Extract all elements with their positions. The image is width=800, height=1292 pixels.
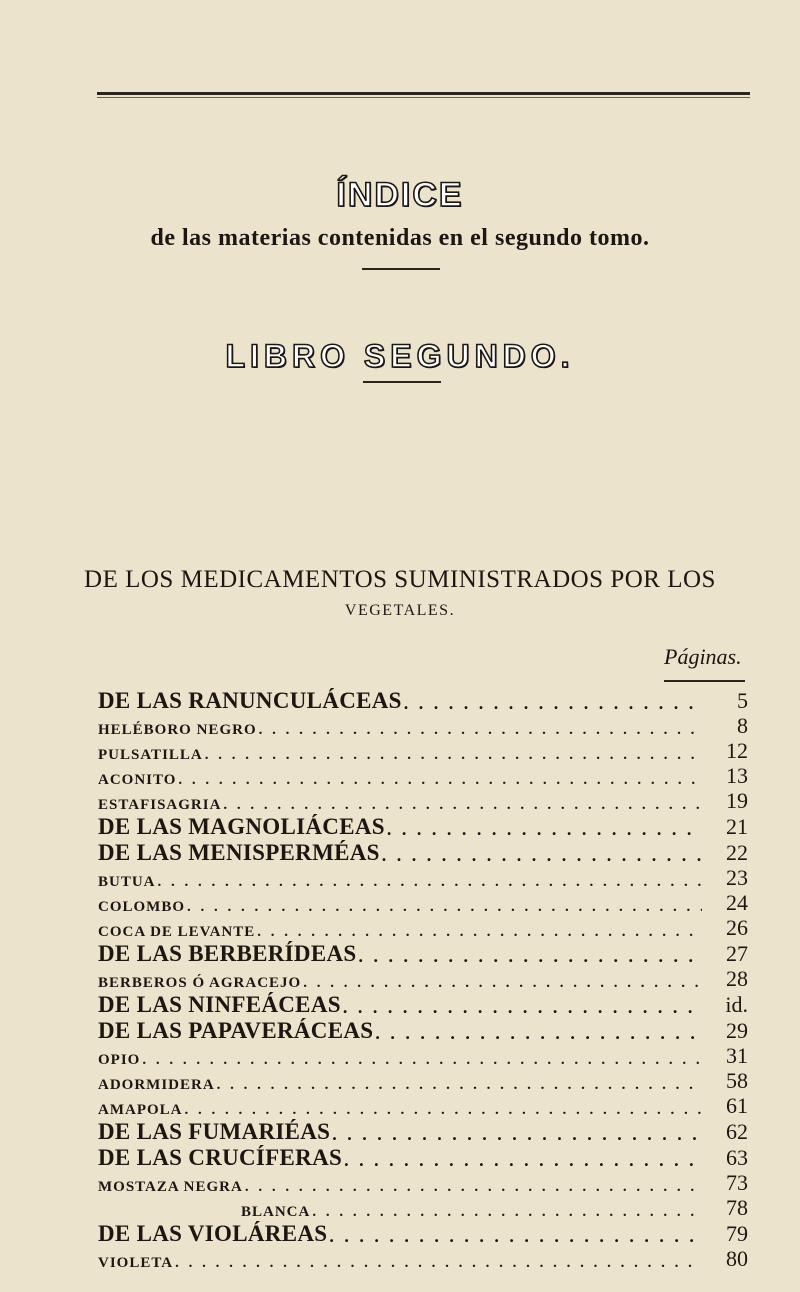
toc-entry-title: DE LAS MAGNOLIÁCEAS bbox=[98, 814, 385, 839]
toc-entry-page: 61 bbox=[726, 1093, 748, 1118]
toc-entry-page: 78 bbox=[726, 1195, 748, 1220]
dot-leader bbox=[382, 845, 702, 866]
toc-entry bbox=[98, 739, 748, 764]
toc-entry-title: AMAPOLA bbox=[98, 1102, 183, 1118]
dot-leader bbox=[303, 975, 702, 992]
dot-leader bbox=[329, 1226, 702, 1247]
toc-entry-page: 23 bbox=[726, 865, 748, 890]
toc-entry-page: 73 bbox=[726, 1170, 748, 1195]
dot-leader bbox=[245, 1179, 702, 1196]
toc-entry-page: 63 bbox=[726, 1145, 748, 1170]
toc-entry-page: 26 bbox=[726, 915, 748, 940]
toc-entry bbox=[98, 1171, 748, 1196]
toc-entry-title: DE LAS CRUCÍFERAS bbox=[98, 1145, 343, 1170]
dot-leader bbox=[223, 797, 702, 814]
toc-entry bbox=[98, 1247, 748, 1272]
toc-entry bbox=[98, 1044, 748, 1069]
toc-entry-title: HELÉBORO NEGRO bbox=[98, 722, 257, 738]
dot-leader bbox=[185, 1102, 703, 1119]
toc-entry-title: BUTUA bbox=[98, 874, 156, 890]
toc-entry-page: 13 bbox=[726, 763, 748, 788]
toc-entry-page: 19 bbox=[726, 788, 748, 813]
toc-entry bbox=[98, 1145, 748, 1171]
toc-entry-title: BERBEROS Ó AGRACEJO bbox=[98, 975, 302, 991]
toc-entry bbox=[98, 764, 748, 789]
toc-entry bbox=[98, 967, 748, 992]
toc-entry-title: COLOMBO bbox=[98, 899, 186, 915]
toc-entry-page: 28 bbox=[726, 966, 748, 991]
toc-entry bbox=[98, 941, 748, 967]
top-rule bbox=[97, 92, 750, 95]
dot-leader bbox=[375, 1023, 702, 1044]
toc-entry-page: 12 bbox=[726, 738, 748, 763]
dot-leader bbox=[158, 874, 702, 891]
toc-entry bbox=[98, 891, 748, 916]
divider bbox=[362, 268, 440, 270]
dot-leader bbox=[404, 693, 702, 714]
dot-leader bbox=[332, 1124, 702, 1145]
dot-leader bbox=[175, 1255, 702, 1272]
toc-entry-page: 58 bbox=[726, 1068, 748, 1093]
toc-entry bbox=[98, 1196, 748, 1221]
dot-leader bbox=[259, 722, 702, 739]
toc-entry-title: PULSATILLA bbox=[98, 747, 203, 763]
top-rule-thin bbox=[97, 97, 750, 98]
pages-underline bbox=[664, 680, 745, 682]
toc-entry bbox=[98, 1018, 748, 1044]
toc-entry-title: OPIO bbox=[98, 1052, 141, 1068]
toc-entry bbox=[98, 916, 748, 941]
divider bbox=[363, 381, 441, 383]
toc-entry-page: 79 bbox=[726, 1221, 748, 1246]
dot-leader bbox=[217, 1077, 702, 1094]
toc-entry-title: DE LAS PAPAVERÁCEAS bbox=[98, 1018, 374, 1043]
toc-entry-page: 31 bbox=[726, 1043, 748, 1068]
toc-entry-page: 22 bbox=[726, 840, 748, 865]
toc-entry-page: 80 bbox=[726, 1246, 748, 1271]
dot-leader bbox=[344, 1150, 702, 1171]
toc-entry-title: DE LAS BERBERÍDEAS bbox=[98, 941, 357, 966]
dot-leader bbox=[187, 899, 702, 916]
toc-entry-title: VIOLETA bbox=[98, 1255, 174, 1271]
toc-entry bbox=[98, 688, 748, 714]
toc-entry-page: 62 bbox=[726, 1119, 748, 1144]
toc-entry-page: 5 bbox=[737, 688, 748, 713]
toc-entry-page: 27 bbox=[726, 941, 748, 966]
toc-entry-title: DE LAS FUMARIÉAS bbox=[98, 1119, 331, 1144]
book-title: LIBRO SEGUNDO. bbox=[225, 338, 575, 374]
dot-leader bbox=[205, 747, 702, 764]
toc-entry-title: DE LAS RANUNCULÁCEAS bbox=[98, 688, 402, 713]
toc-entry bbox=[98, 840, 748, 866]
toc-entry bbox=[98, 1221, 748, 1247]
index-title: ÍNDICE bbox=[336, 176, 464, 214]
toc-entry bbox=[98, 866, 748, 891]
toc-entry bbox=[98, 1119, 748, 1145]
toc-entry-title: DE LAS MENISPERMÉAS bbox=[98, 840, 380, 865]
dot-leader bbox=[358, 946, 702, 967]
section-heading-line2: VEGETALES. bbox=[344, 602, 456, 619]
toc-entry-title: BLANCA bbox=[241, 1204, 311, 1220]
toc-entry-page: 24 bbox=[726, 890, 748, 915]
dot-leader bbox=[343, 997, 702, 1018]
toc-entry-title: MOSTAZA NEGRA bbox=[98, 1179, 243, 1195]
toc-entry-title: DE LAS NINFEÁCEAS bbox=[98, 992, 341, 1017]
toc-entry-page: id. bbox=[725, 992, 748, 1017]
dot-leader bbox=[142, 1052, 702, 1069]
dot-leader bbox=[387, 819, 702, 840]
dot-leader bbox=[312, 1204, 702, 1221]
toc-entry bbox=[98, 1069, 748, 1094]
toc-entry-page: 21 bbox=[726, 814, 748, 839]
dot-leader bbox=[257, 924, 702, 941]
toc-entry-title: ACONITO bbox=[98, 772, 177, 788]
toc-entry-title: DE LAS VIOLÁREAS bbox=[98, 1221, 328, 1246]
toc-entry bbox=[98, 814, 748, 840]
toc-entry bbox=[98, 1094, 748, 1119]
dot-leader bbox=[178, 772, 702, 789]
toc-entry-title: COCA DE LEVANTE bbox=[98, 924, 256, 940]
toc-entry bbox=[98, 714, 748, 739]
toc-entry bbox=[98, 789, 748, 814]
index-subtitle: de las materias contenidas en el segundo tomo. bbox=[150, 225, 650, 251]
toc-entry-page: 8 bbox=[737, 713, 748, 738]
table-of-contents bbox=[98, 688, 748, 1272]
toc-entry bbox=[98, 992, 748, 1018]
section-heading: DE LOS MEDICAMENTOS SUMINISTRADOS POR LOS bbox=[84, 566, 716, 593]
toc-entry-page: 29 bbox=[726, 1018, 748, 1043]
pages-label: Páginas. bbox=[664, 644, 742, 669]
toc-entry-title: ESTAFISAGRIA bbox=[98, 797, 222, 813]
toc-entry-title: ADORMIDERA bbox=[98, 1077, 215, 1093]
